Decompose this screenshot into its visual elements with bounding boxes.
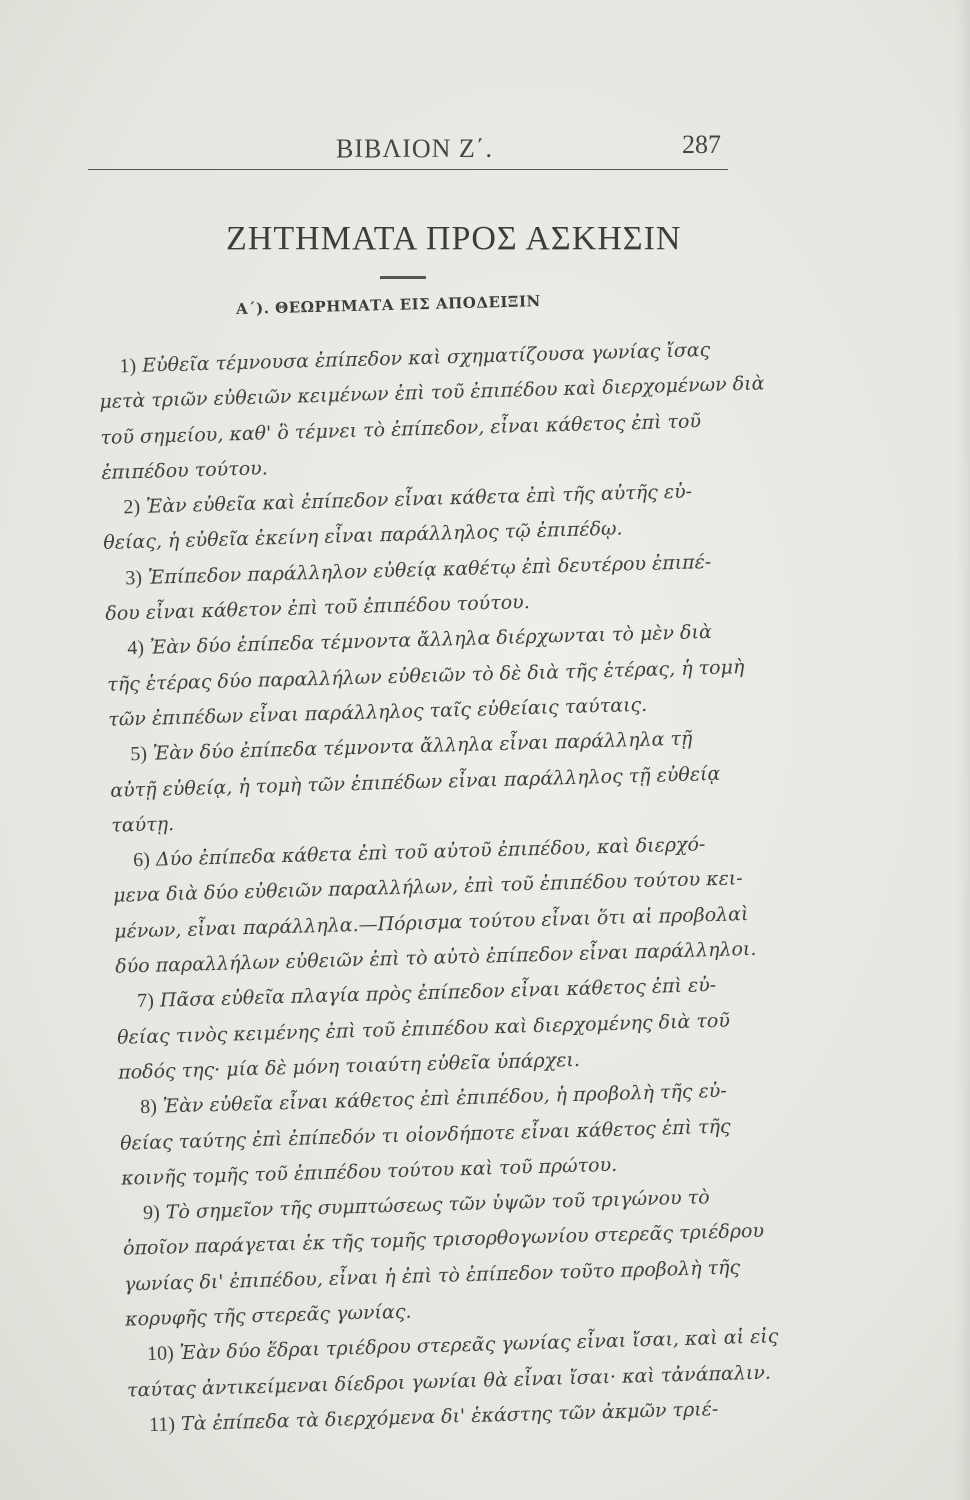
line-text: Ἐὰν δύο ἐπίπεδα τέμνοντα ἄλληλα διέρχωνται τὸ μὲν διὰ	[149, 621, 713, 660]
line-text: Τὰ ἐπίπεδα τὰ διερχόμενα δι' ἑκάστης τῶν ἀκμῶν τριέ-	[180, 1398, 719, 1436]
line-text: γωνίας δι' ἐπιπέδου, εἶναι ἡ ἐπὶ τὸ ἐπίπεδον τοῦτο προβολὴ τῆς	[123, 1256, 741, 1296]
exercise-number: 7)	[136, 990, 155, 1013]
line-text: Τὸ σημεῖον τῆς συμπτώσεως τῶν ὑψῶν τοῦ τριγώνου τὸ	[165, 1186, 710, 1224]
exercise-number: 8)	[139, 1095, 158, 1119]
line-text: θείας τινὸς κειμένης ἐπὶ τοῦ ἐπιπέδου καὶ διερχομένης διὰ τοῦ	[116, 1009, 731, 1049]
exercise-number: 2)	[123, 496, 141, 519]
page-edge-shadow	[956, 0, 970, 1500]
line-text: Πᾶσα εὐθεῖα πλαγία πρὸς ἐπίπεδον εἶναι κάθετος ἐπὶ εὐ-	[159, 974, 717, 1012]
exercise-number: 9)	[142, 1201, 161, 1225]
exercise-number: 4)	[127, 637, 145, 660]
line-text: αὐτῇ εὐθείᾳ, ἡ τομὴ τῶν ἐπιπέδων εἶναι παράλληλος τῇ εὐθείᾳ	[109, 762, 721, 802]
header-rule	[88, 169, 728, 170]
exercise-number: 10)	[146, 1342, 175, 1366]
line-text: θείας ταύτης ἐπὶ ἐπίπεδόν τι οἱονδήποτε εἶναι κάθετος ἐπὶ τῆς	[119, 1115, 731, 1155]
section-title: ΖΗΤΗΜΑΤΑ ΠΡΟΣ ΑΣΚΗΣΙΝ	[226, 220, 682, 257]
line-text: Ἐὰν εὐθεῖα καὶ ἐπίπεδον εἶναι κάθετα ἐπὶ τῆς αὐτῆς εὐ-	[145, 480, 693, 518]
line-text: μένων, εἶναι παράλληλα.—Πόρισμα τούτου εἶναι ὅτι αἱ προβολαὶ	[113, 902, 749, 943]
line-text: Δύο ἐπίπεδα κάθετα ἐπὶ τοῦ αὐτοῦ ἐπιπέδου, καὶ διερχό-	[155, 833, 706, 871]
line-text: δύο παραλλήλων εὐθειῶν ἐπὶ τὸ αὐτὸ ἐπίπεδον εἶναι παράλληλοι.	[114, 937, 757, 978]
running-head	[88, 128, 728, 168]
line-text: ταύτας ἀντικείμεναι δίεδροι γωνίαι θὰ εἶναι ἴσαι· καὶ τἀνάπαλιν.	[126, 1361, 772, 1402]
exercise-text	[98, 331, 800, 1444]
line-text: κορυφῆς τῆς στερεᾶς γωνίας.	[124, 1300, 412, 1331]
page-number: 287	[682, 130, 721, 159]
line-text: Ἐὰν δύο ἐπίπεδα τέμνοντα ἄλληλα εἶναι παράλληλα τῇ	[152, 727, 693, 765]
line-text: ἐπιπέδου τούτου.	[101, 457, 269, 484]
line-text: Ἐὰν εὐθεῖα εἶναι κάθετος ἐπὶ ἐπιπέδου, ἡ προβολὴ τῆς εὐ-	[162, 1079, 728, 1118]
line-text: μενα διὰ δύο εὐθειῶν παραλλήλων, ἐπὶ τοῦ ἐπιπέδου τούτου κει-	[112, 867, 743, 908]
exercise-number: 3)	[125, 566, 143, 590]
subheading: Α΄). ΘΕΩΡΗΜΑΤΑ ΕΙΣ ΑΠΟΔΕΙΞΙΝ	[235, 292, 541, 318]
line-text: τῆς ἑτέρας δύο παραλλήλων εὐθειῶν τὸ δὲ διὰ τῆς ἑτέρας, ἡ τομὴ	[107, 655, 745, 696]
line-text: τοῦ σημείου, καθ' ὃ τέμνει τὸ ἐπίπεδον, εἶναι κάθετος ἐπὶ τοῦ	[100, 409, 702, 449]
exercise-number: 5)	[130, 743, 148, 766]
line-text: δου εἶναι κάθετον ἐπὶ τοῦ ἐπιπέδου τούτου.	[105, 591, 531, 625]
line-text: ταύτῃ.	[110, 812, 175, 837]
exercise-number: 1)	[119, 354, 137, 378]
line-text: τῶν ἐπιπέδων εἶναι παράλληλος ταῖς εὐθείαις ταύταις.	[108, 693, 648, 731]
line-text: ὁποῖον παράγεται ἐκ τῆς τομῆς τρισορθογωνίου στερεᾶς τριέδρου	[122, 1220, 765, 1261]
line-text: μετὰ τριῶν εὐθειῶν κειμένων ἐπὶ τοῦ ἐπιπέδου καὶ διερχομένων διὰ	[99, 372, 765, 414]
line-text: Ἐὰν δύο ἕδραι τριέδρου στερεᾶς γωνίας εἶναι ἴσαι, καὶ αἱ εἰς	[179, 1325, 779, 1365]
line-text: Ἐπίπεδον παράλληλον εὐθείᾳ καθέτῳ ἐπὶ δευτέρου ἐπιπέ-	[147, 550, 712, 589]
title-rule	[380, 276, 426, 279]
exercise-number: 6)	[132, 848, 151, 872]
book-title: ΒΙΒΛΙΟΝ Ζ΄.	[336, 134, 493, 163]
line-text: Εὐθεῖα τέμνουσα ἐπίπεδον καὶ σχηματίζουσα γωνίας ἴσας	[141, 338, 711, 377]
line-text: θείας, ἡ εὐθεῖα ἐκείνη εἶναι παράλληλος τῷ ἐπιπέδῳ.	[103, 517, 623, 555]
line-text: κοινῆς τομῆς τοῦ ἐπιπέδου τούτου καὶ τοῦ πρώτου.	[120, 1153, 618, 1190]
exercise-number: 11)	[148, 1413, 176, 1436]
line-text: ποδός της· μία δὲ μόνη τοιαύτη εὐθεῖα ὑπάρχει.	[117, 1048, 581, 1084]
